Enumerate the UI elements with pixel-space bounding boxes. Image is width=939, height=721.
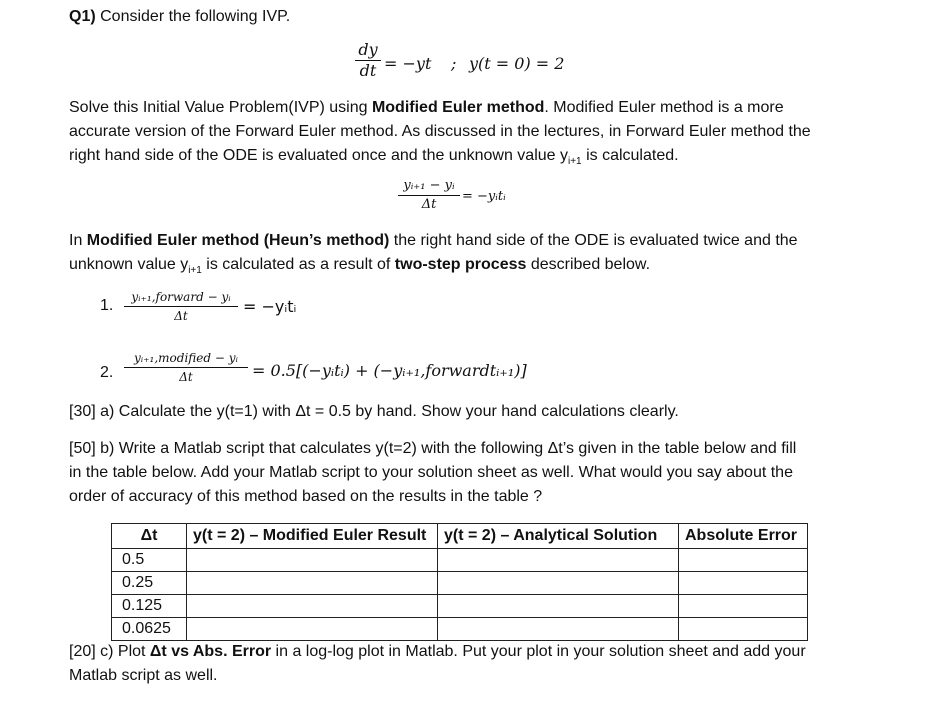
para1-text: Solve this Initial Value Problem(IVP) using (69, 99, 372, 116)
cell-abs-error[interactable] (679, 549, 808, 572)
two-step-process: two-step process (394, 256, 527, 273)
cell-analytical[interactable] (438, 595, 679, 618)
cell-abs-error[interactable] (679, 572, 808, 595)
cell-analytical[interactable] (438, 572, 679, 595)
table-row (112, 618, 808, 641)
step1-fraction (124, 289, 238, 324)
cell-dt: 0.0625 (112, 618, 187, 641)
question-number: Q1) (69, 8, 96, 25)
cell-analytical[interactable] (438, 549, 679, 572)
header-analytical: y(t = 2) – Analytical Solution (438, 524, 679, 549)
part-c-text-cont: in a log-log plot in Matlab. Put your plot in your solution sheet and add your (271, 643, 806, 660)
table-row (112, 595, 808, 618)
para2-line2-mid: is calculated as a result of (201, 256, 395, 273)
part-c (69, 640, 869, 688)
header-abs-error: Absolute Error (679, 524, 808, 549)
results-table (111, 523, 808, 641)
part-c-text: [20] c) Plot (69, 643, 150, 660)
subscript: i+1 (568, 156, 582, 168)
cell-dt: 0.25 (112, 572, 187, 595)
ivp-numerator: dy (355, 41, 381, 61)
ivp-rhs: = −yt (384, 54, 432, 73)
para2-line2: unknown value y (69, 256, 189, 273)
para1-line3-end: is calculated. (581, 147, 679, 164)
cell-modified-euler[interactable] (187, 618, 438, 641)
fe-denominator: Δt (421, 197, 437, 212)
part-b-line1: [50] b) Write a Matlab script that calculates y(t=2) with the following Δt’s given in the table below and fill (69, 440, 797, 457)
cell-dt: 0.125 (112, 595, 187, 618)
para2-text: In (69, 232, 87, 249)
para1-line2: accurate version of the Forward Euler method. As discussed in the lectures, in Forward Euler method the (69, 123, 811, 140)
fe-rhs: = −yᵢtᵢ (462, 189, 506, 204)
cell-modified-euler[interactable] (187, 572, 438, 595)
fe-fraction (398, 178, 460, 213)
cell-modified-euler[interactable] (187, 549, 438, 572)
step-index: 2. (100, 364, 114, 381)
part-b-line2: in the table below. Add your Matlab script to your solution sheet as well. What would you say about the (69, 464, 793, 481)
cell-modified-euler[interactable] (187, 595, 438, 618)
header-modified-euler: y(t = 2) – Modified Euler Result (187, 524, 438, 549)
plot-variables: Δt vs Abs. Error (149, 643, 272, 660)
cell-abs-error[interactable] (679, 595, 808, 618)
step1-numerator: yᵢ₊₁,forward − yᵢ (124, 289, 238, 307)
para1-line3: right hand side of the ODE is evaluated once and the unknown value y (69, 147, 568, 164)
para2-line2-end: described below. (526, 256, 651, 273)
ivp-separator: ; (451, 54, 457, 73)
step-index: 1. (100, 297, 114, 314)
para1-text-cont: . Modified Euler method is a more (544, 99, 784, 116)
header-dt: Δt (112, 524, 187, 549)
cell-abs-error[interactable] (679, 618, 808, 641)
step2-denominator: Δt (179, 370, 193, 384)
ivp-denominator: dt (359, 61, 377, 80)
part-a: [30] a) Calculate the y(t=1) with Δt = 0.5 by hand. Show your hand calculations clearly. (69, 403, 679, 420)
part-b-line3: order of accuracy of this method based on the results in the table ? (69, 488, 543, 505)
cell-dt: 0.5 (112, 549, 187, 572)
table-row (112, 572, 808, 595)
question-intro: Consider the following IVP. (100, 8, 291, 25)
part-c-line2: Matlab script as well. (69, 667, 218, 684)
step2-numerator: yᵢ₊₁,modified − yᵢ (124, 350, 248, 368)
question-heading (69, 8, 290, 26)
table-header-row (112, 524, 808, 549)
fe-numerator: yᵢ₊₁ − yᵢ (398, 178, 460, 196)
part-b (69, 437, 869, 509)
step1-denominator: Δt (174, 309, 188, 323)
ivp-initial-condition: y(t = 0) = 2 (469, 54, 565, 73)
ivp-derivative (355, 41, 381, 80)
subscript: i+1 (188, 265, 202, 277)
intro-paragraph (69, 96, 869, 174)
method-name: Modified Euler method (371, 99, 545, 116)
cell-analytical[interactable] (438, 618, 679, 641)
step2-fraction (124, 350, 248, 385)
heun-method-name: Modified Euler method (Heun’s method) (86, 232, 390, 249)
step1-rhs: = −yᵢtᵢ (243, 297, 297, 316)
table-row (112, 549, 808, 572)
step2-rhs: = 0.5[(−yᵢtᵢ) + (−yᵢ₊₁,forwardtᵢ₊₁)] (252, 361, 527, 380)
para2-text-cont: the right hand side of the ODE is evaluated twice and the (389, 232, 798, 249)
heun-paragraph (69, 229, 869, 283)
